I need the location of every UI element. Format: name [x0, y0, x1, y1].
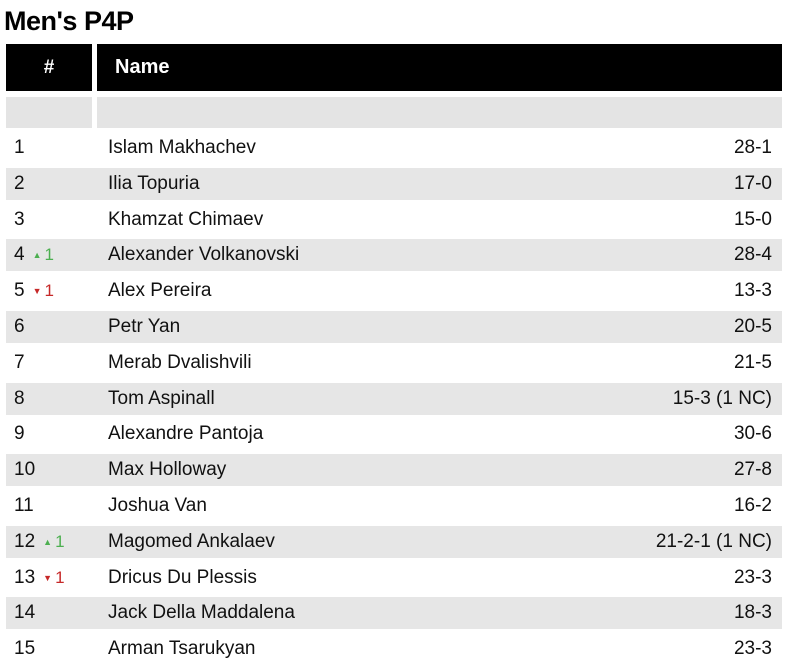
- fighter-name[interactable]: Alex Pereira: [108, 280, 212, 302]
- page-title: Men's P4P: [4, 6, 134, 36]
- fighter-record: 30-6: [733, 423, 772, 445]
- fighter-record: 15-3 (1 NC): [672, 387, 772, 409]
- rank-number: 10: [14, 459, 36, 481]
- fighter-name[interactable]: Arman Tsarukyan: [108, 638, 256, 660]
- fighter-name[interactable]: Max Holloway: [108, 459, 227, 481]
- table-row[interactable]: [6, 239, 782, 271]
- rank-up-indicator: [43, 532, 64, 552]
- table-row[interactable]: [6, 204, 782, 236]
- rank-cell: [14, 526, 65, 558]
- fighter-name[interactable]: Islam Makhachev: [108, 137, 256, 158]
- rank-cell: [14, 597, 35, 629]
- table-header: [6, 44, 782, 91]
- rank-number: 13: [14, 566, 36, 588]
- fighter-name[interactable]: Petr Yan: [108, 315, 181, 337]
- header-divider: [92, 44, 97, 91]
- rank-cell: [14, 418, 25, 450]
- table-row[interactable]: [6, 597, 782, 629]
- triangle-up-icon: ▲: [32, 250, 42, 261]
- fighter-name[interactable]: Ilia Topuria: [108, 172, 200, 194]
- fighter-record: 21-2-1 (1 NC): [655, 530, 772, 552]
- rank-cell: [14, 633, 35, 665]
- table-row[interactable]: [6, 132, 782, 164]
- rank-number: 8: [14, 387, 25, 409]
- rank-number: 9: [14, 423, 25, 445]
- fighter-record: 27-8: [733, 459, 772, 481]
- fighter-name[interactable]: Khamzat Chimaev: [108, 208, 264, 230]
- fighter-record: 16-2: [733, 494, 772, 516]
- fighter-name[interactable]: Tom Aspinall: [108, 387, 215, 409]
- table-row[interactable]: [6, 168, 782, 200]
- fighter-record: 28-1: [733, 137, 772, 158]
- rank-cell: [14, 383, 25, 415]
- table-body: [6, 132, 782, 665]
- rank-cell: [14, 454, 35, 486]
- rank-number: 5: [14, 280, 25, 302]
- table-row[interactable]: [6, 275, 782, 307]
- fighter-name[interactable]: Joshua Van: [108, 494, 207, 516]
- rank-number: 4: [14, 244, 25, 266]
- table-row[interactable]: [6, 383, 782, 415]
- rank-number: 11: [14, 494, 34, 516]
- rank-up-indicator: [33, 245, 54, 265]
- rank-cell: [14, 562, 65, 594]
- fighter-record: 13-3: [733, 280, 772, 302]
- fighter-name[interactable]: Magomed Ankalaev: [108, 530, 275, 552]
- table-row[interactable]: [6, 526, 782, 558]
- fighter-record: 18-3: [733, 602, 772, 624]
- fighter-name[interactable]: Alexandre Pantoja: [108, 423, 264, 445]
- rank-cell: [14, 204, 25, 236]
- rank-number: 1: [14, 137, 25, 158]
- rank-cell: [14, 347, 25, 379]
- rank-number: 15: [14, 638, 36, 660]
- rankings-table: [6, 44, 782, 669]
- fighter-name[interactable]: Dricus Du Plessis: [108, 566, 257, 588]
- triangle-down-icon: ▼: [32, 286, 42, 297]
- table-row[interactable]: [6, 454, 782, 486]
- rank-cell: [14, 311, 25, 343]
- table-row[interactable]: [6, 418, 782, 450]
- fighter-record: 23-3: [733, 566, 772, 588]
- rank-number: 3: [14, 208, 25, 230]
- rank-cell: [14, 490, 34, 522]
- rank-number: 12: [14, 530, 36, 552]
- rank-down-indicator: [43, 568, 64, 588]
- fighter-name[interactable]: Alexander Volkanovski: [108, 244, 300, 266]
- rank-change-value: 1: [44, 245, 54, 265]
- fighter-record: 17-0: [733, 172, 772, 194]
- fighter-record: 15-0: [733, 208, 772, 230]
- fighter-record: 21-5: [733, 351, 772, 373]
- rank-cell: [14, 275, 54, 307]
- fighter-record: 20-5: [733, 315, 772, 337]
- spacer-cell-rank: [6, 97, 92, 128]
- rank-number: 6: [14, 315, 25, 337]
- rank-down-indicator: [33, 281, 54, 301]
- fighter-record: 28-4: [733, 244, 772, 266]
- table-row[interactable]: [6, 633, 782, 665]
- fighter-name[interactable]: Merab Dvalishvili: [108, 351, 252, 373]
- rank-change-value: 1: [55, 531, 65, 551]
- rank-column-header[interactable]: #: [43, 56, 55, 78]
- table-row[interactable]: [6, 347, 782, 379]
- rank-number: 7: [14, 351, 25, 373]
- table-row[interactable]: [6, 562, 782, 594]
- rank-number: 14: [14, 602, 36, 624]
- triangle-down-icon: ▼: [43, 572, 53, 583]
- rank-change-value: 1: [55, 567, 65, 587]
- table-row[interactable]: [6, 311, 782, 343]
- table-spacer-row: [6, 97, 782, 128]
- rank-cell: [14, 239, 54, 271]
- triangle-up-icon: ▲: [43, 536, 53, 547]
- rank-cell: [14, 168, 25, 200]
- rank-change-value: 1: [44, 281, 54, 301]
- fighter-name[interactable]: Jack Della Maddalena: [108, 602, 295, 624]
- fighter-record: 23-3: [733, 638, 772, 660]
- name-column-header[interactable]: Name: [115, 56, 170, 78]
- rank-number: 2: [14, 172, 25, 194]
- spacer-cell-name: [97, 97, 782, 128]
- table-row[interactable]: [6, 490, 782, 522]
- rank-cell: [14, 132, 25, 164]
